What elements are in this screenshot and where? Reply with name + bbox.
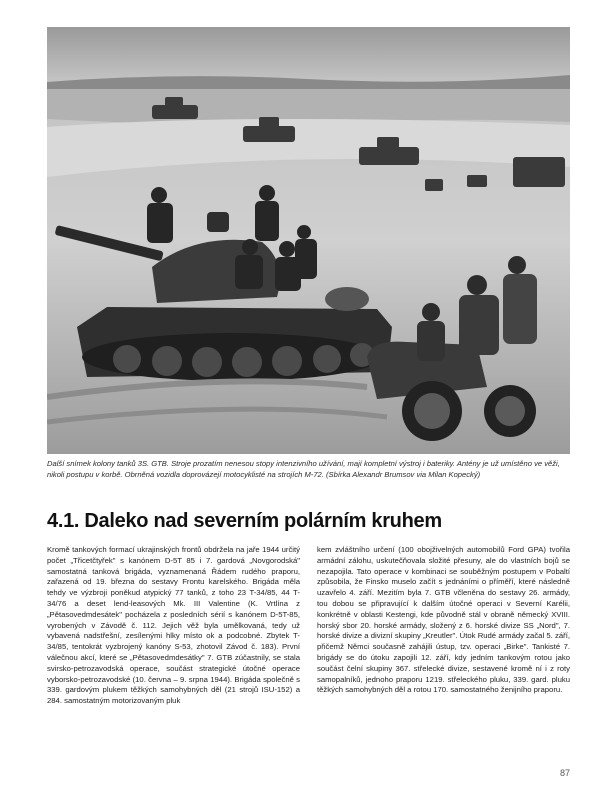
body-column-right: kem zvláštního určení (100 obojživelných automobilů Ford GPA) tvořila armádní zálohu, uskutečňovala složité přesuny, ale do vlastních bojů se nezapojila. Tato operace v kombinaci se souběžným postupem v Pobaltí způsobila, že Finsko muselo začít s jednáními o příměří, které následně uzavřelo 4. září. Mezitím byla 7. GTB včleněna do sestavy 26. armády, tou dobou se připravující k dalším útočné operaci v Severní Karélii, konkrétně v oblasti Kestengi, kde původně stál v obraně německý XVIII. horský sbor 20. horské armády, složený z 6. horské divize SS „Nord", 7. horské divize a divizní skupiny „Kreutler". Útok Rudé armády začal 5. září, přičemž Němci současně zahájili ústup, tzv. operaci „Birke". Tankisté 7. brigády se do útoku zapojili 12. září, kdy jedním tankovým rotou jako součást čelní skupiny 367. střelecké divize, sestavené kromě ní i z roty samopalníků, jednoho praporu 1219. střeleckého pluku, 339. gard. pluku těžkých samohybných děl a rotou 170. samostatného ženijního praporu. bbox=[317, 545, 570, 695]
photo-illustration bbox=[47, 27, 570, 454]
photo-caption: Další snímek kolony tanků 3S. GTB. Stroje prozatím nenesou stopy intenzivního užívání, mají kompletní výstroj i bateriky. Antény je už umístěno ve věži, nikoli postupu v korbě. Obrněná vozidla doprovázejí motocyklisté na strojích M-72. (Sbírka Alexandr Brumsov via Milan Kopecký) bbox=[47, 459, 560, 479]
tank-column-photo bbox=[47, 27, 570, 454]
page-number: 87 bbox=[559, 768, 570, 778]
section-heading: 4.1. Daleko nad severním polárním kruhem bbox=[47, 510, 442, 532]
body-column-left: Kromě tankových formací ukrajinských frontů obdržela na jaře 1944 určitý počet „Třicetčtyřek" s kanónem D-5T 85 i 7. gardová „Novgorodská" samostatná tanková brigáda, vyznamenaná Řádem rudého praporu, zařazená od 19. března do sestavy Frontu karelského. Brigáda měla tehdy ve výzbroji poněkud atypický 77 tanků, z toho 23 T-34/85, 44 T-34/76 a deset lend-leasových Mk. III Valentine (K. Vrtlína z „Pětasovedmdesátek" pocházela z posledních sérií s kanónem D-5T-85, vyrobených v Závodě č. 112. Jejich věž byla umělkovaná, tedy už vybavená nadstřešní, zesílenými hlky místo ok a podcobné. Zbytek T-34/85, tentokrát vyzbrojený kanóny S-53, zhotovil Závod č. 183). První válečnou akcí, které se „Pětasovedmdesátky" 7. GTB zúčastnily, se stala svirsko-petrozavodská operace, součást strategické útočné operace vyborsko-petrozavodské (10. června – 9. srpna 1944). Brigáda společně s 339. gardovým plukem těžkých samohybných děl (21 strojů ISU-152) a 284. samostatným motorizovaným pluk bbox=[47, 545, 300, 706]
